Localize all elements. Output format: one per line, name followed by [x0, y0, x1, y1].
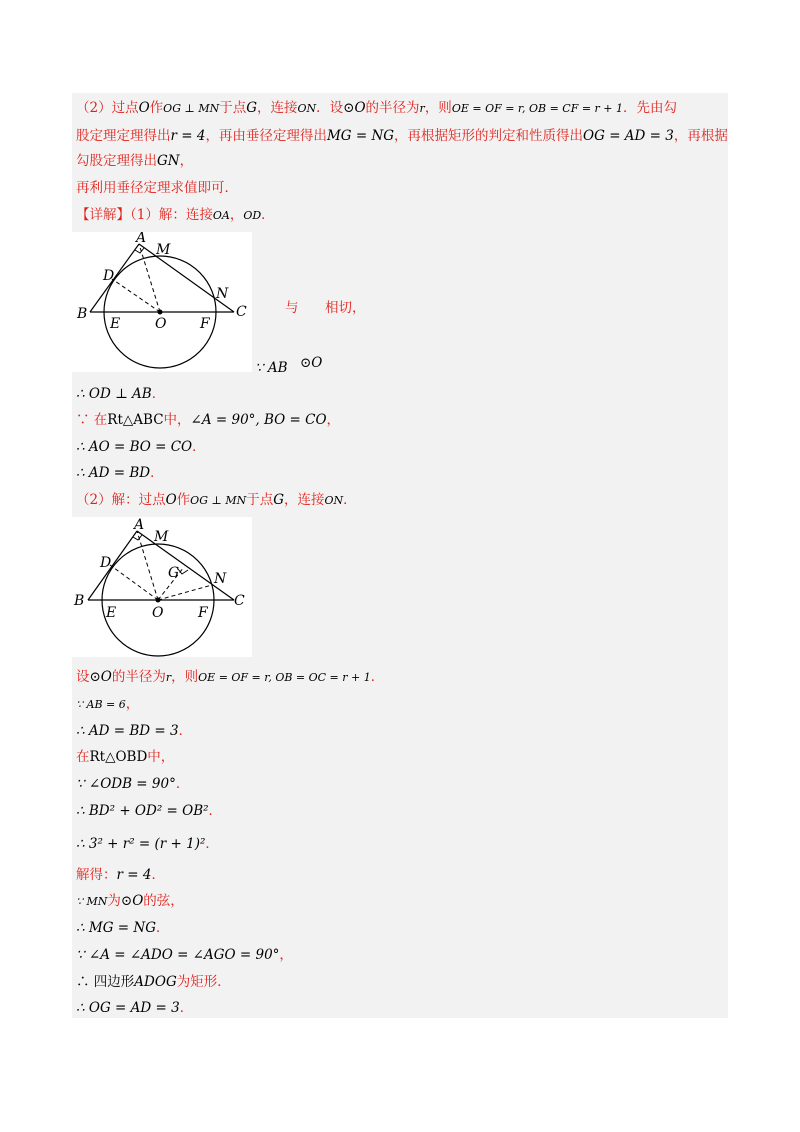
step-mn-chord: ∵ MN为⊙O的弦， — [76, 893, 184, 909]
fig1-label-O: O — [155, 316, 167, 332]
step-in-rt-obd: 在Rt△OBD中， — [76, 749, 175, 765]
fig2-label-C: C — [234, 593, 245, 609]
step-mg-ng: ∴ MG = NG． — [76, 920, 170, 936]
analysis-line-2: 股定理定理得出r = 4，再由垂径定理得出MG = NG，再根据矩形的判定和性质得出OG = AD = 3，再根据 — [76, 128, 728, 144]
fig1-label-B: B — [77, 306, 88, 322]
step-od-perp-ab: ∴ OD ⊥ AB． — [76, 386, 166, 402]
fig2-label-N: N — [214, 571, 227, 587]
fig1-label-M: M — [156, 242, 171, 258]
because-ab: ∵ AB — [255, 360, 288, 376]
fig1-label-C: C — [236, 304, 247, 320]
step-ad-bd: ∴ AD = BD． — [76, 465, 164, 481]
step-ao-bo-co: ∴ AO = BO = CO． — [76, 439, 206, 455]
fig2-label-E: E — [106, 605, 117, 621]
fig1-label-E: E — [110, 316, 121, 332]
fig2-label-B: B — [74, 593, 85, 609]
analysis-line-3: 勾股定理得出GN， — [76, 153, 194, 169]
circle-o-symbol: ⊙O — [300, 355, 323, 371]
step-pythagoras: ∴ BD² + OD² = OB²． — [76, 803, 223, 819]
fig2-label-M: M — [154, 529, 169, 545]
fig2-label-D: D — [100, 555, 112, 571]
step-og-ad-3: ∴ OG = AD = 3． — [76, 1000, 194, 1016]
step-ad-bd-3: ∴ AD = BD = 3． — [76, 723, 193, 739]
fig1-label-N: N — [216, 286, 229, 302]
fig2-label-A: A — [134, 517, 145, 533]
step-equation: ∴ 3² + r² = (r + 1)²． — [76, 836, 219, 852]
step-ab-6: ∵ AB = 6， — [76, 696, 140, 712]
step-solve-r: 解得：r = 4． — [76, 867, 165, 883]
tangent-word: 相切， — [325, 300, 366, 316]
analysis-line-1: （2）过点O作OG ⊥ MN于点G，连接ON．设⊙O的半径为r，则OE = OF = r, OB = CF = r + 1．先由勾 — [76, 100, 678, 116]
fig1-label-F: F — [200, 316, 210, 332]
tangent-word-yu: 与 — [285, 300, 299, 316]
fig2-label-O: O — [152, 605, 164, 621]
fig1-label-D: D — [103, 268, 115, 284]
fig2-label-F: F — [198, 605, 208, 621]
step-set-radius: 设⊙O的半径为r，则OE = OF = r, OB = OC = r + 1． — [76, 669, 385, 685]
figure-2 — [72, 517, 252, 657]
figure-1 — [72, 232, 252, 372]
detail-label: 【详解】 — [76, 207, 130, 223]
detail-part2-heading: （2）解：过点O作OG ⊥ MN于点G，连接ON． — [76, 492, 357, 508]
detail-part1-heading: 【详解】（1）解：连接OA，OD． — [76, 207, 275, 223]
fig1-label-A: A — [136, 232, 147, 246]
step-rectangle: ∴ 四边形ADOG为矩形． — [76, 974, 231, 990]
fig2-label-G: G — [168, 565, 180, 581]
step-angle-odb: ∵ ∠ODB = 90°． — [76, 776, 190, 792]
step-rt-abc: ∵ 在Rt△ABC中，∠A = 90°, BO = CO， — [76, 412, 341, 428]
step-right-angles: ∵ ∠A = ∠ADO = ∠AGO = 90°， — [76, 947, 293, 963]
analysis-line-4: 再利用垂径定理求值即可． — [76, 180, 238, 196]
